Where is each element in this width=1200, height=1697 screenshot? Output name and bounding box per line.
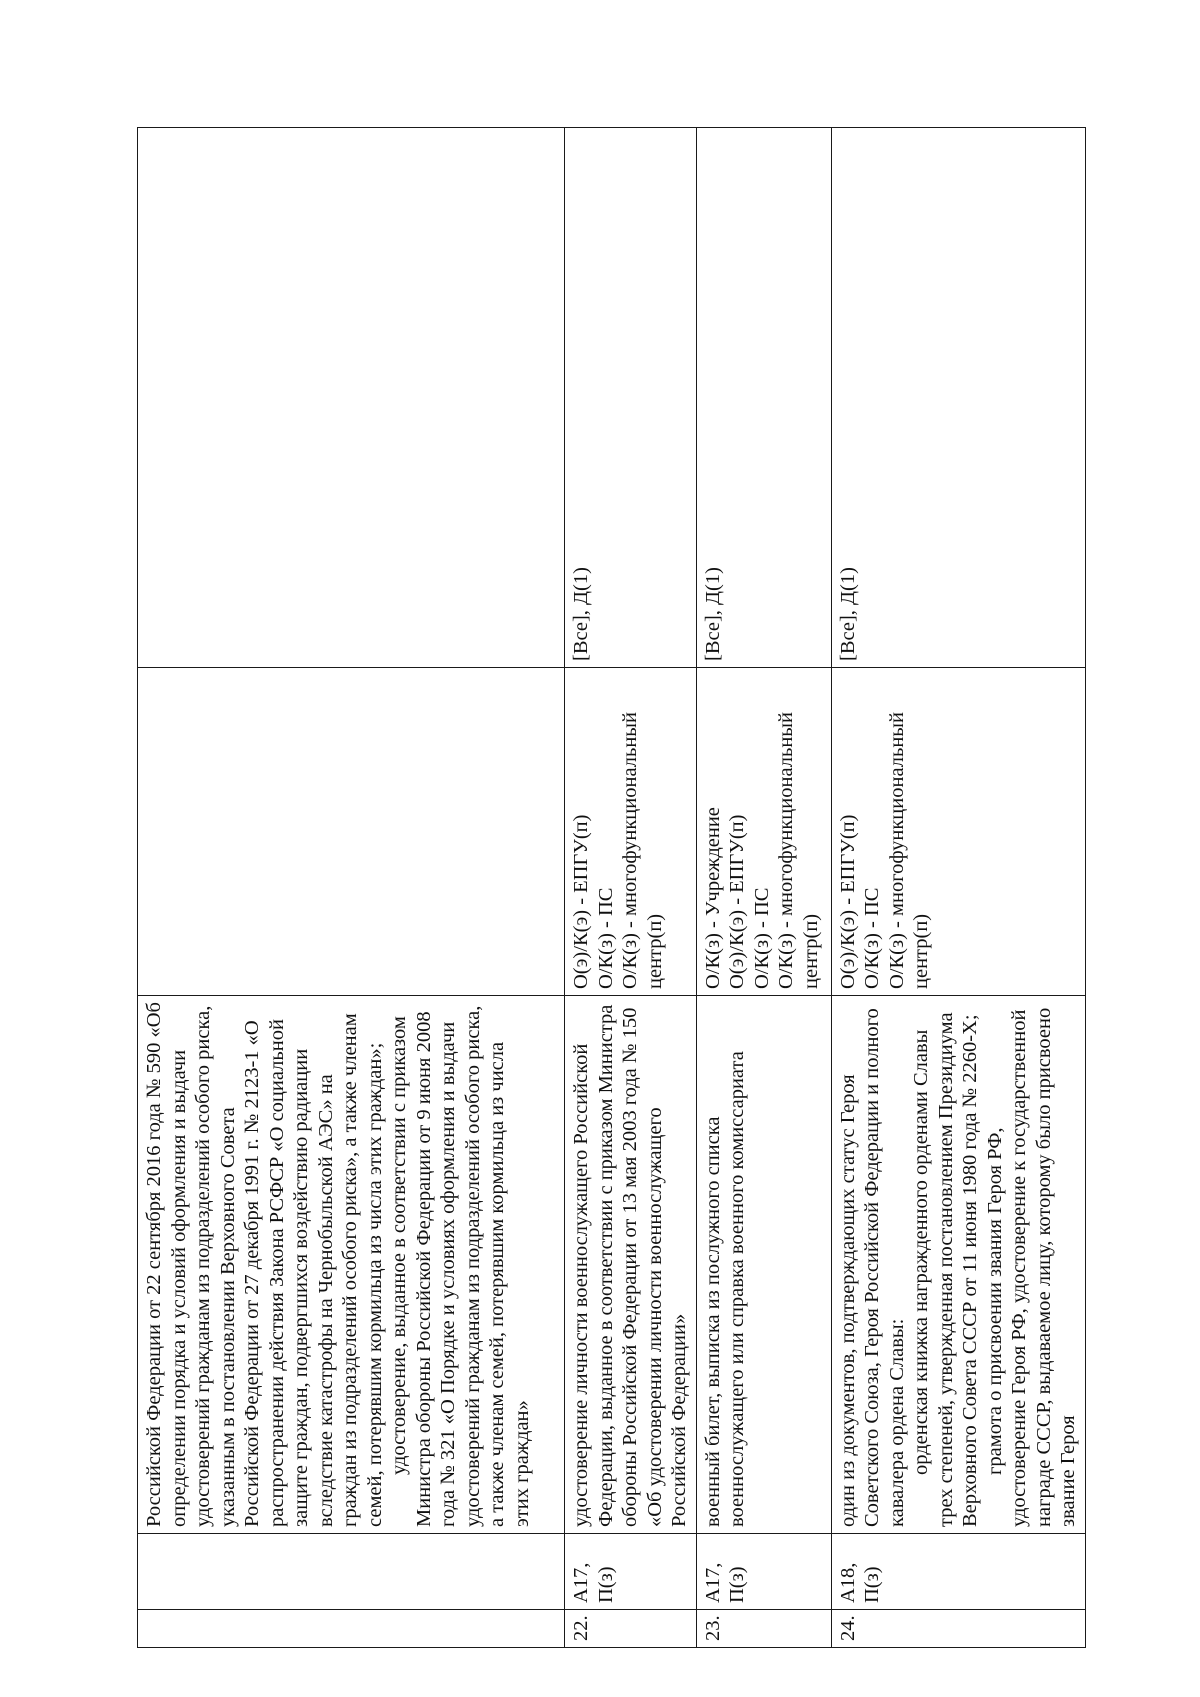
- paragraph: Российской Федерации от 22 сентября 2016 года № 590 «Об определении порядка и условий оформления и выдачи удостоверений гражданам из подразделений особого риска, указанным в постановлении Верховного Совета Российской Федерации от 27 декабря 1991 г. № 2123-1 «О распространении действия Закона РСФСР «О социальной защите граждан, подвергшихся воздействию радиации вследствие катастрофы на Чернобыльской АЭС» на граждан из подразделений особого риска», а также членам семей, потерявшим кормильца из числа этих граждан»;: [143, 1002, 386, 1527]
- paragraph: один из документов, подтверждающих статус Героя Советского Союза, Героя Российской Федерации и полного кавалера ордена Славы:: [836, 1008, 908, 1527]
- extra-info: [Все], Д(1): [696, 128, 831, 668]
- channel-line: О(э)/К(э) - ЕПГУ(п): [570, 814, 592, 989]
- submission-channels: [138, 668, 565, 996]
- submission-channels: [565, 668, 697, 996]
- extra-info: [Все], Д(1): [565, 128, 697, 668]
- table-row: [831, 128, 1085, 1648]
- table-row: [138, 128, 565, 1648]
- submission-channels: [696, 668, 831, 996]
- table-row: [696, 128, 831, 1648]
- channel-line: О/К(з) - многофункциональный центр(п): [885, 711, 932, 989]
- rotated-table-container: [137, 128, 1079, 1648]
- row-number: 22.: [565, 1610, 697, 1648]
- row-code: А17, П(з): [696, 1534, 831, 1610]
- channel-line: О(э)/К(э) - ЕПГУ(п): [726, 814, 748, 989]
- extra-info: [Все], Д(1): [831, 128, 1085, 668]
- row-number: [138, 1610, 565, 1648]
- submission-channels: [831, 668, 1085, 996]
- document-description: [696, 996, 831, 1534]
- row-code: А17, П(з): [565, 1534, 697, 1610]
- channel-line: О/К(з) - ПС: [750, 887, 773, 989]
- document-description: [831, 996, 1085, 1534]
- channel-line: О/К(з) - Учреждение: [701, 807, 724, 989]
- channel-line: О/К(з) - ПС: [861, 887, 883, 989]
- row-number: 24.: [831, 1610, 1085, 1648]
- channel-line: О(э)/К(э) - ЕПГУ(п): [836, 814, 859, 989]
- row-code: [138, 1534, 565, 1610]
- channel-line: О/К(з) - многофункциональный центр(п): [775, 711, 822, 989]
- channel-line: О/К(з) - многофункциональный центр(п): [619, 711, 666, 989]
- document-description: [138, 996, 565, 1534]
- paragraph: грамота о присвоении звания Героя РФ, удостоверение Героя РФ, удостоверение к государственной награде СССР, выдаваемое лицу, которому было присвоено звание Героя: [983, 1007, 1079, 1527]
- paragraph: военный билет, выписка из послужного списка военнослужащего или справка военного комиссариата: [701, 1051, 748, 1527]
- channel-line: О/К(з) - ПС: [594, 887, 617, 989]
- paragraph: орденская книжка награжденного орденами Славы трех степеней, утвержденная постановлением Президиума Верховного Совета СССР от 11 июня 1980 года № 2260-Х;: [910, 1012, 981, 1527]
- paragraph: удостоверение личности военнослужащего Российской Федерации, выданное в соответствии с приказом Министра обороны Российской Федерации от 13 мая 2003 года № 150 «Об удостоверении личности военнослужащего Российской Федерации»: [570, 1004, 690, 1527]
- documents-table: [137, 127, 1086, 1648]
- row-number: 23.: [696, 1610, 831, 1648]
- extra-info: [138, 128, 565, 668]
- paragraph: удостоверение, выданное в соответствии с приказом Министра обороны Российской Федерации от 9 июня 2008 года № 321 «О Порядке и условиях оформления и выдачи удостоверений гражданам из подразделений особого риска, а также членам семей, потерявшим кормильца из числа этих граждан»: [388, 1005, 533, 1527]
- table-row: [565, 128, 697, 1648]
- document-description: [565, 996, 697, 1534]
- row-code: А18, П(з): [831, 1534, 1085, 1610]
